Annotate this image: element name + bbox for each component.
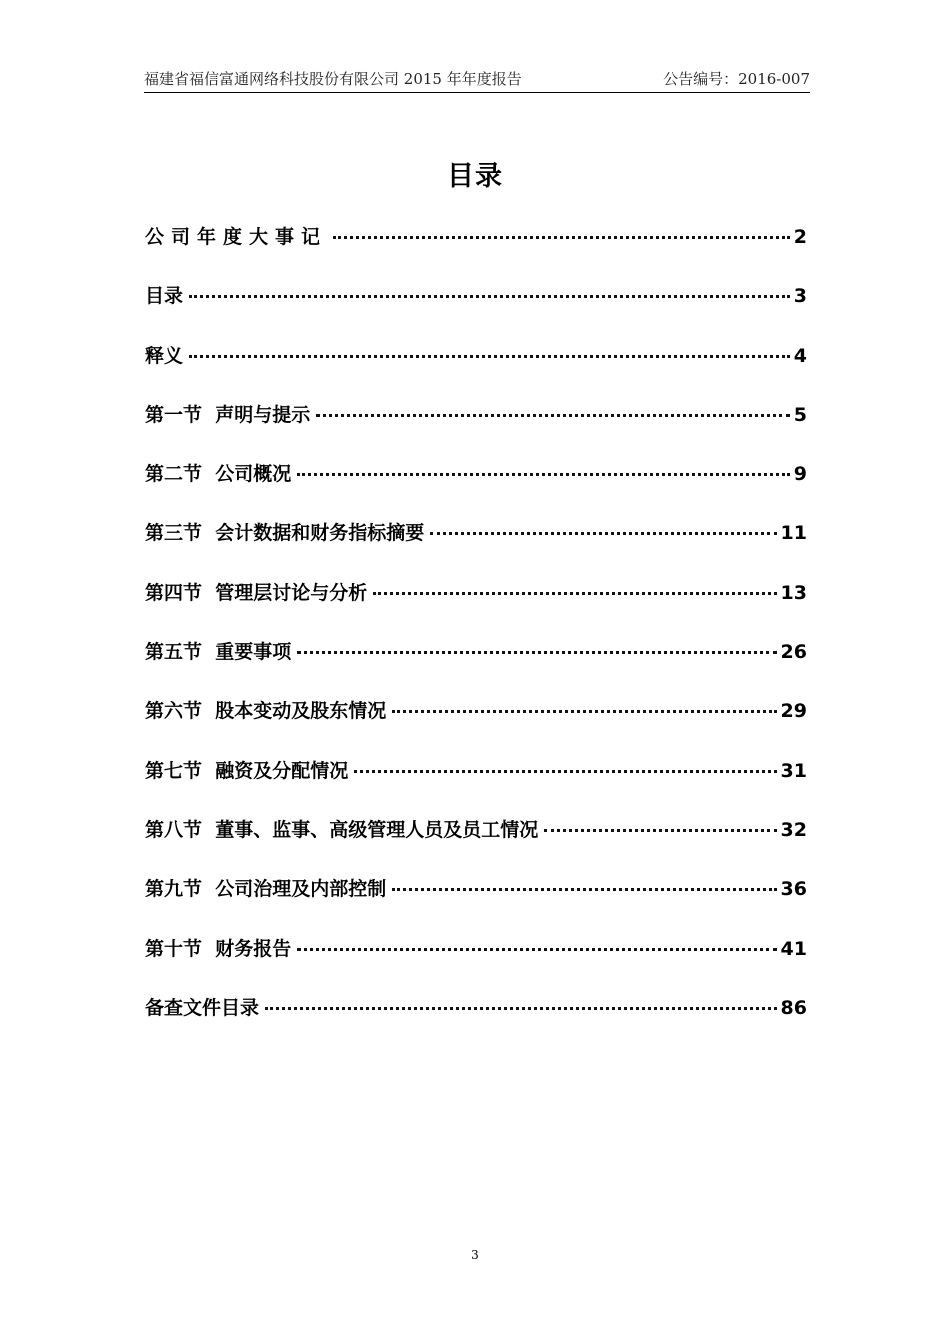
toc-dot-leader: [392, 888, 776, 891]
toc-entry[interactable]: [145, 341, 807, 400]
toc-entry[interactable]: [145, 934, 807, 993]
toc-entry-label: 第一节 声明与提示: [145, 403, 311, 426]
toc-dot-leader: [333, 236, 790, 239]
toc-entry-label: 第八节 董事、监事、高级管理人员及员工情况: [145, 818, 539, 841]
toc-dot-leader: [373, 592, 776, 595]
header-announcement-number: 公告编号：2016-007: [663, 70, 810, 88]
toc-entry[interactable]: [145, 459, 807, 518]
toc-dot-leader: [544, 829, 776, 832]
toc-dot-leader: [297, 651, 776, 654]
toc-entry-page: 3: [793, 285, 807, 308]
toc-entry-label: 第四节 管理层讨论与分析: [145, 581, 368, 604]
toc-dot-leader: [265, 1007, 777, 1010]
toc-entry-label: 释义: [145, 344, 184, 367]
toc-entry[interactable]: [145, 400, 807, 459]
toc-entry-label: 第十节 财务报告: [145, 937, 292, 960]
toc-entry-page: 26: [780, 641, 807, 664]
page-title: 目录: [447, 161, 503, 192]
toc-entry-label: 第九节 公司治理及内部控制: [145, 878, 387, 901]
toc-entry-page: 11: [780, 522, 807, 545]
toc-entry-label: 第三节 会计数据和财务指标摘要: [145, 522, 425, 545]
toc-entry[interactable]: [145, 815, 807, 874]
page-number: 3: [471, 1248, 479, 1262]
toc-entry[interactable]: [145, 993, 807, 1052]
toc-entry-label: 公司年度大事记: [145, 226, 328, 248]
toc-dot-leader: [316, 414, 790, 417]
toc-entry-page: 31: [780, 759, 807, 782]
toc-entry[interactable]: [145, 578, 807, 637]
toc-entry-page: 36: [780, 878, 807, 901]
toc-entry[interactable]: [145, 281, 807, 340]
toc-entry[interactable]: [145, 696, 807, 755]
toc-entry-page: 86: [780, 996, 807, 1019]
toc-dot-leader: [189, 355, 790, 358]
toc-dot-leader: [297, 948, 776, 951]
toc-dot-leader: [297, 473, 790, 476]
toc-entry-label: 第二节 公司概况: [145, 463, 292, 486]
toc-dot-leader: [392, 710, 776, 713]
toc-dot-leader: [189, 295, 790, 298]
toc-entry-page: 13: [780, 581, 807, 604]
toc-entry-page: 41: [780, 937, 807, 960]
toc-entry-label: 第五节 重要事项: [145, 641, 292, 664]
toc-entry[interactable]: [145, 222, 807, 281]
toc-entry-page: 4: [793, 344, 807, 367]
header-report-title: 福建省福信富通网络科技股份有限公司 2015 年年度报告: [144, 70, 522, 88]
toc-entry[interactable]: [145, 874, 807, 933]
toc-entry-page: 5: [793, 403, 807, 426]
toc-entry[interactable]: [145, 756, 807, 815]
toc-dot-leader: [354, 770, 776, 773]
table-of-contents: [145, 222, 807, 1052]
toc-entry-label: 备查文件目录: [145, 996, 260, 1019]
toc-entry-page: 2: [793, 226, 807, 248]
toc-entry[interactable]: [145, 637, 807, 696]
toc-entry-label: 第七节 融资及分配情况: [145, 759, 349, 782]
toc-entry-page: 9: [793, 463, 807, 486]
toc-entry-label: 第六节 股本变动及股东情况: [145, 700, 387, 723]
page-header: [144, 66, 810, 93]
toc-entry-label: 目录: [145, 285, 184, 308]
toc-dot-leader: [430, 532, 776, 535]
toc-entry-page: 29: [780, 700, 807, 723]
toc-entry-page: 32: [780, 818, 807, 841]
toc-entry[interactable]: [145, 518, 807, 577]
